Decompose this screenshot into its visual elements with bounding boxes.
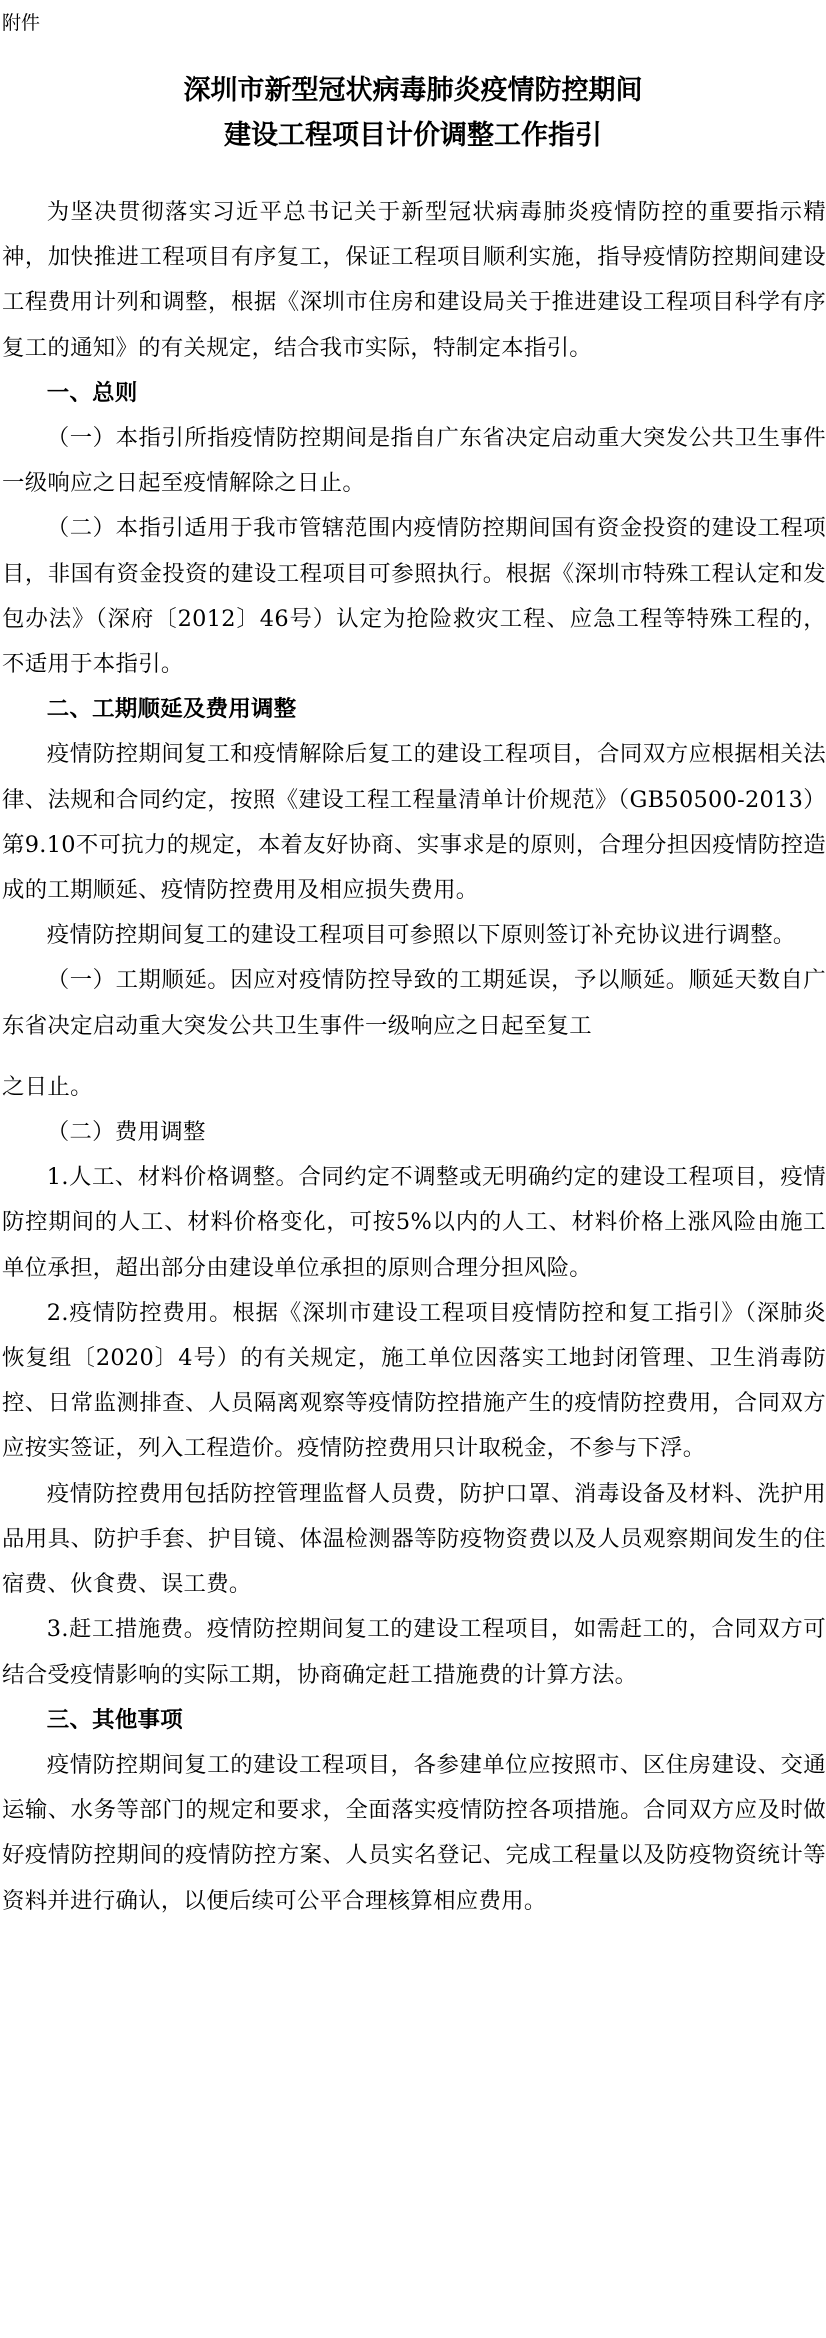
section-heading-general: 一、总则 bbox=[46, 379, 138, 406]
section-heading-schedule-cost: 二、工期顺延及费用调整 bbox=[46, 696, 297, 723]
epidemic-prevention-cost-item: 2.疫情防控费用。根据《深圳市建设工程项目疫情防控和复工指引》（深肺炎恢复组〔2020〕4号）的有关规定，施工单位因落实工地封闭管理、卫生消毒防控、日常监测排查、人员隔离观察等疫情防控措施产生的疫情防控费用，合同双方应按实签证，列入工程造价。疫情防控费用只计取税金，不参与下浮。 bbox=[2, 1299, 826, 1462]
intro-paragraph: 为坚决贯彻落实习近平总书记关于新型冠状病毒肺炎疫情防控的重要指示精神，加快推进工程项目有序复工，保证工程项目顺利实施，指导疫情防控期间建设工程费用计列和调整，根据《深圳市住房和建设局关于推进建设工程项目科学有序复工的通知》的有关规定，结合我市实际，特制定本指引。 bbox=[2, 199, 826, 361]
schedule-cost-paragraph-2: 疫情防控期间复工的建设工程项目可参照以下原则签订补充协议进行调整。 bbox=[46, 922, 796, 949]
general-clause-1: （一）本指引所指疫情防控期间是指自广东省决定启动重大突发公共卫生事件一级响应之日起至疫情解除之日止。 bbox=[2, 425, 826, 497]
document-body bbox=[2, 190, 826, 1924]
schedule-extension-clause-end: 之日止。 bbox=[2, 1073, 93, 1100]
rush-work-measure-cost-item: 3.赶工措施费。疫情防控期间复工的建设工程项目，如需赶工的，合同双方可结合受疫情影响的实际工期，协商确定赶工措施费的计算方法。 bbox=[2, 1616, 826, 1688]
epidemic-prevention-cost-scope: 疫情防控费用包括防控管理监督人员费，防护口罩、消毒设备及材料、洗护用品用具、防护手套、护目镜、体温检测器等防疫物资费以及人员观察期间发生的住宿费、伙食费、误工费。 bbox=[2, 1480, 826, 1598]
other-matters-paragraph: 疫情防控期间复工的建设工程项目，各参建单位应按照市、区住房建设、交通运输、水务等部门的规定和要求，全面落实疫情防控各项措施。合同双方应及时做好疫情防控期间的疫情防控方案、人员实名登记、完成工程量以及防疫物资统计等资料并进行确认，以便后续可公平合理核算相应费用。 bbox=[2, 1751, 826, 1914]
section-heading-other: 三、其他事项 bbox=[46, 1706, 183, 1733]
general-clause-2: （二）本指引适用于我市管辖范围内疫情防控期间国有资金投资的建设工程项目，非国有资金投资的建设工程项目可参照执行。根据《深圳市特殊工程认定和发包办法》（深府〔2012〕46号）认定为抢险救灾工程、应急工程等特殊工程的，不适用于本指引。 bbox=[2, 515, 826, 678]
labor-material-price-item: 1.人工、材料价格调整。合同约定不调整或无明确约定的建设工程项目，疫情防控期间的人工、材料价格变化，可按5%以内的人工、材料价格上涨风险由施工单位承担，超出部分由建设单位承担的原则合理分担风险。 bbox=[2, 1164, 826, 1281]
schedule-cost-paragraph-1: 疫情防控期间复工和疫情解除后复工的建设工程项目，合同双方应根据相关法律、法规和合同约定，按照《建设工程工程量清单计价规范》（GB50500-2013）第9.10不可抗力的规定，本着友好协商、实事求是的原则，合理分担因疫情防控造成的工期顺延、疫情防控费用及相应损失费用。 bbox=[2, 741, 826, 904]
document-title-line-2: 建设工程项目计价调整工作指引 bbox=[224, 120, 602, 151]
document-title-line-1: 深圳市新型冠状病毒肺炎疫情防控期间 bbox=[183, 75, 643, 106]
attachment-label: 附件 bbox=[2, 12, 41, 34]
cost-adjustment-subheading: （二）费用调整 bbox=[46, 1119, 206, 1146]
schedule-extension-clause: （一）工期顺延。因应对疫情防控导致的工期延误，予以顺延。顺延天数自广东省决定启动重大突发公共卫生事件一级响应之日起至复工 bbox=[2, 967, 826, 1039]
